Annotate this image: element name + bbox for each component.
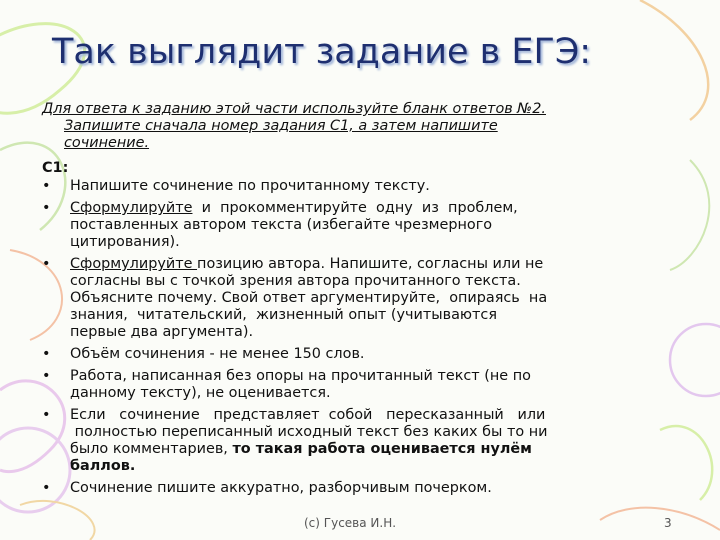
item-bold-text: баллов. bbox=[70, 458, 136, 474]
bullet-icon: • bbox=[42, 256, 51, 272]
task-label: С1: bbox=[42, 160, 69, 176]
slide-title: Так выглядит задание в ЕГЭ: bbox=[52, 32, 592, 72]
list-item bbox=[42, 256, 682, 341]
item-text: Объём сочинения - не менее 150 слов. bbox=[70, 346, 365, 362]
item-text: Сочинение пишите аккуратно, разборчивым почерком. bbox=[70, 480, 492, 496]
list-item bbox=[42, 346, 682, 363]
requirements-list bbox=[42, 178, 682, 502]
item-text: полностью переписанный исходный текст без каких бы то ни bbox=[70, 424, 548, 440]
item-text: согласны вы с точкой зрения автора прочитанного текста. bbox=[70, 273, 521, 289]
bullet-icon: • bbox=[42, 200, 51, 216]
page-number: 3 bbox=[664, 516, 672, 530]
intro-line-1: Для ответа к заданию этой части используйте бланк ответов №2. bbox=[42, 101, 546, 117]
bullet-icon: • bbox=[42, 178, 51, 194]
bullet-icon: • bbox=[42, 346, 51, 362]
item-text: поставленных автором текста (избегайте чрезмерного bbox=[70, 217, 493, 233]
intro-line-3: сочинение. bbox=[64, 135, 150, 151]
item-text: Если сочинение представляет собой пересказанный или bbox=[70, 407, 546, 423]
bullet-icon: • bbox=[42, 368, 51, 384]
intro-instruction bbox=[42, 101, 692, 152]
item-bold-text: то такая работа оценивается нулём bbox=[232, 441, 532, 457]
item-text: Работа, написанная без опоры на прочитанный текст (не по bbox=[70, 368, 531, 384]
item-text: данному тексту), не оценивается. bbox=[70, 385, 331, 401]
bullet-icon: • bbox=[42, 480, 51, 496]
bullet-icon: • bbox=[42, 407, 51, 423]
list-item bbox=[42, 407, 682, 475]
list-item bbox=[42, 178, 682, 195]
item-underlined-verb: Сформулируйте bbox=[70, 200, 193, 216]
item-underlined-verb: Сформулируйте bbox=[70, 256, 198, 272]
item-text: Напишите сочинение по прочитанному тексту. bbox=[70, 178, 430, 194]
footer-author: (c) Гусева И.Н. bbox=[304, 516, 397, 530]
item-text: знания, читательский, жизненный опыт (учитываются bbox=[70, 307, 497, 323]
item-text: цитирования). bbox=[70, 234, 180, 250]
item-text: позицию автора. Напишите, согласны или не bbox=[197, 256, 544, 272]
list-item bbox=[42, 480, 682, 497]
intro-line-2: Запишите сначала номер задания С1, а затем напишите bbox=[64, 118, 498, 134]
list-item bbox=[42, 368, 682, 402]
item-text: и прокомментируйте одну из проблем, bbox=[192, 200, 518, 216]
item-text: было комментариев, bbox=[70, 441, 233, 457]
list-item bbox=[42, 200, 682, 251]
item-text: первые два аргумента). bbox=[70, 324, 254, 340]
item-text: Объясните почему. Свой ответ аргументируйте, опираясь на bbox=[70, 290, 548, 306]
